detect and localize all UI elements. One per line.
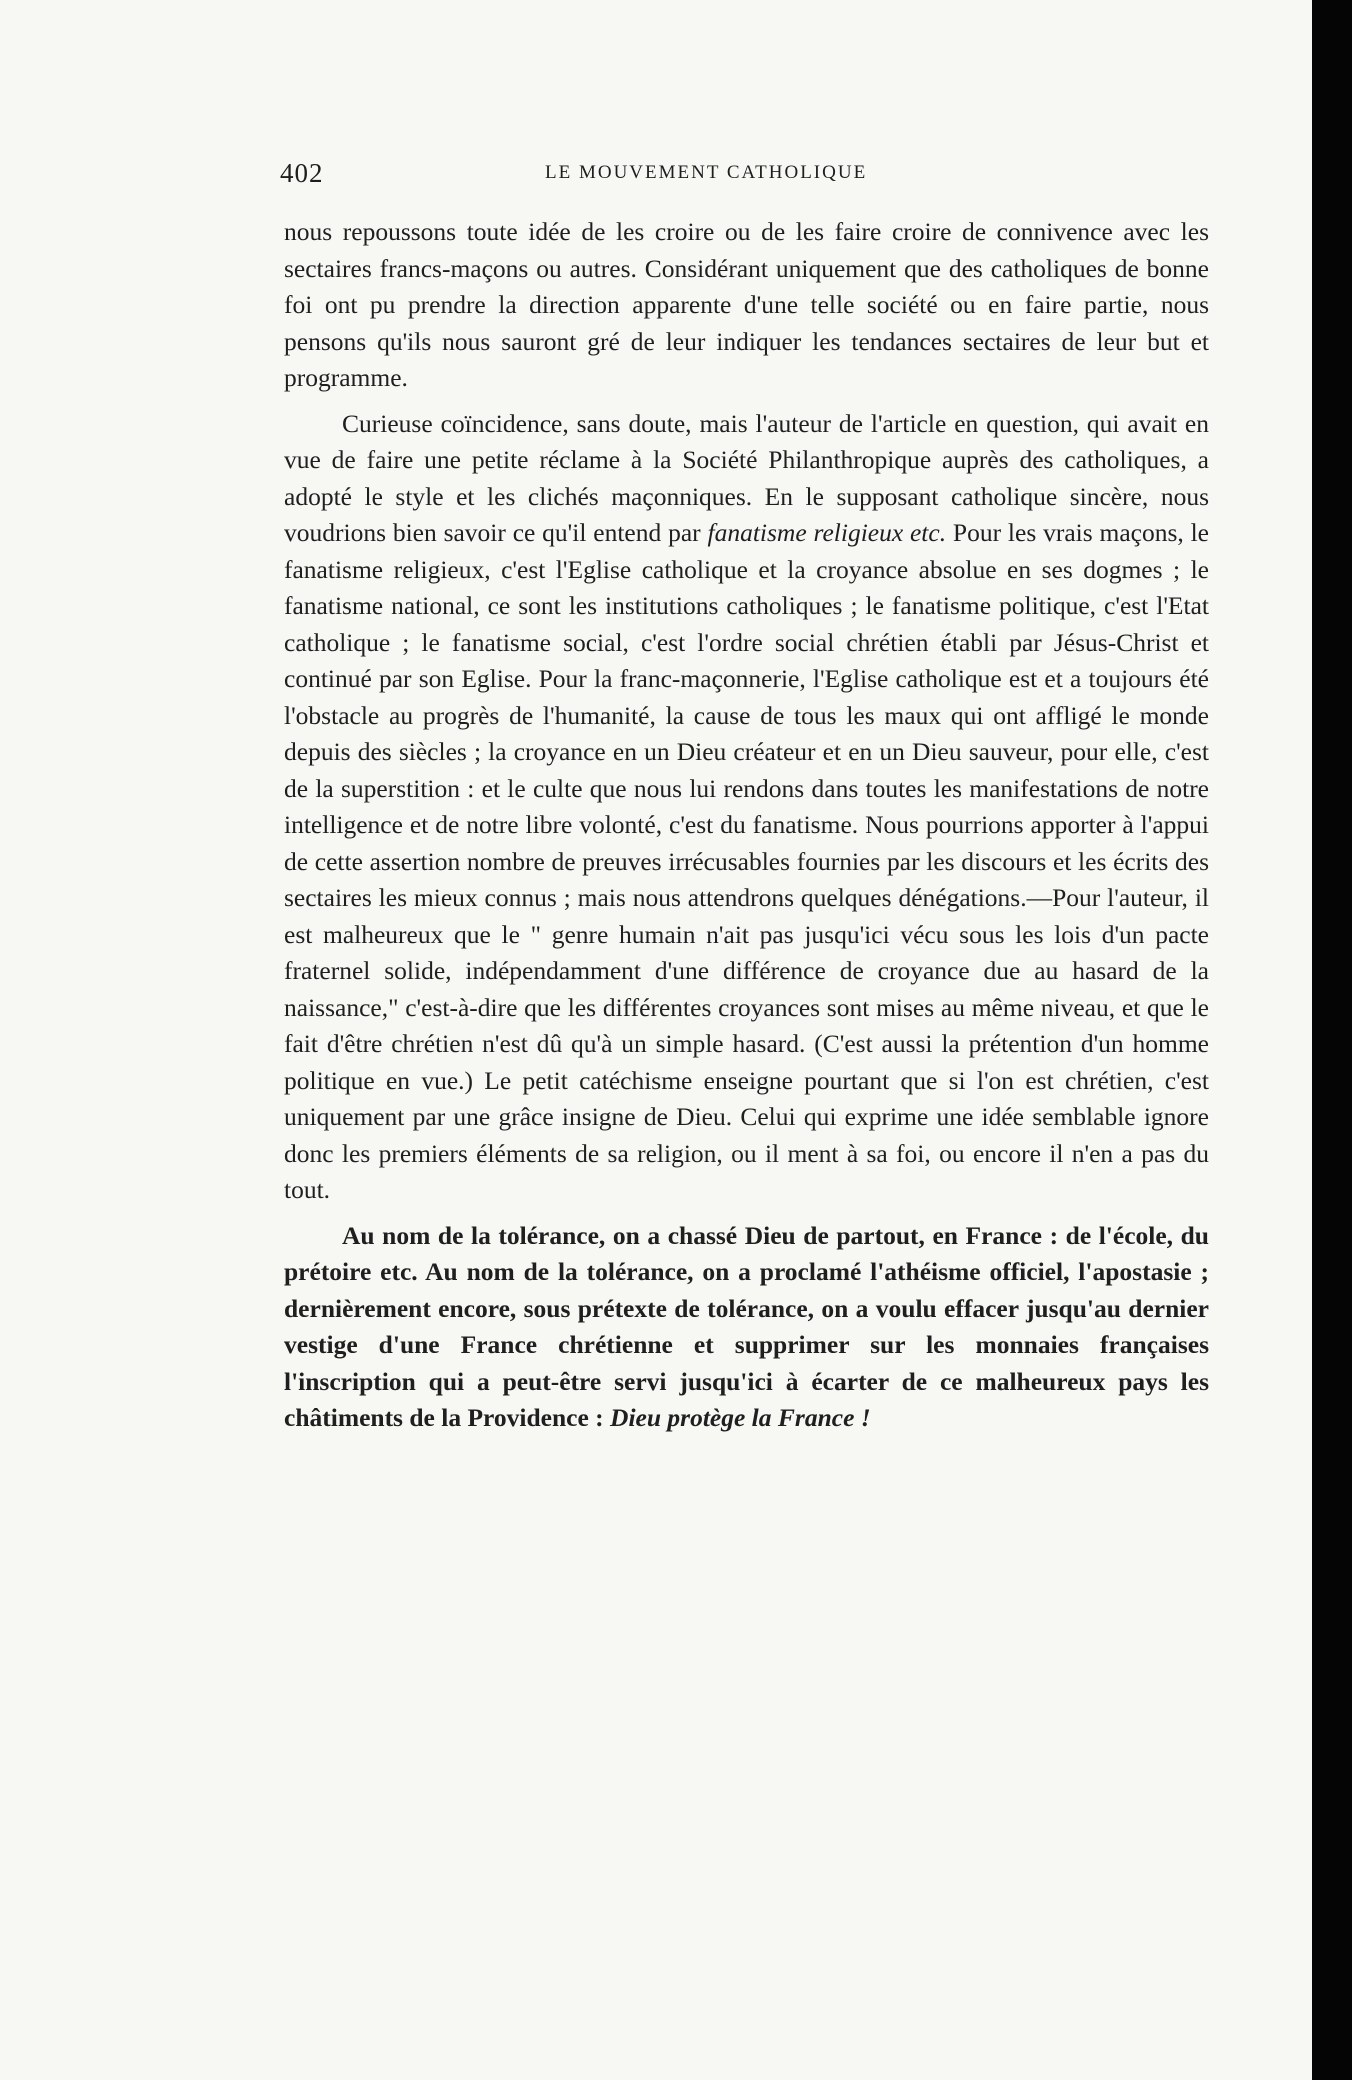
running-title: LE MOUVEMENT CATHOLIQUE: [545, 162, 868, 183]
body-text: [284, 214, 1209, 1446]
italic-phrase: fanatisme religieux etc.: [707, 518, 947, 547]
paragraph-text: Curieuse coïncidence, sans doute, mais l'auteur de l'article en question, qui avait en vue de faire une petite réclame à la Société Philanthropique auprès des catholiques, a adopté le style et les clichés maçonniques. En le supposant catholique sincère, nous voudrions bien savoir ce qu'il entend par: [284, 408, 1209, 547]
page-number: 402: [280, 158, 324, 188]
italic-phrase: Dieu protège la France !: [610, 1403, 871, 1432]
scan-border: [1312, 0, 1352, 2080]
running-header: [280, 158, 1212, 188]
paragraph: [284, 406, 1209, 1209]
paragraph: [284, 214, 1209, 397]
paragraph-text: nous repoussons toute idée de les croire ou de les faire croire de connivence avec les sectaires francs-maçons ou autres. Considérant uniquement que des catholiques de bonne foi ont pu prendre la direction apparente d'une telle société ou en faire partie, nous pensons qu'ils nous sauront gré de leur indiquer les tendances sectaires de leur but et programme.: [284, 217, 1209, 392]
paragraph-text: Au nom de la tolérance, on a chassé Dieu de partout, en France : de l'école, du prétoire etc. Au nom de la tolérance, on a proclamé l'athéisme officiel, l'apostasie ; dernièrement encore, sous prétexte de tolérance, on a voulu effacer jusqu'au dernier vestige d'une France chrétienne et supprimer sur les monnaies françaises l'inscription qui a peut-être servi jusqu'ici à écarter de ce malheureux pays les châtiments de la Providence :: [284, 1220, 1209, 1432]
paragraph: [284, 1218, 1209, 1437]
paragraph-text: Pour les vrais maçons, le fanatisme religieux, c'est l'Eglise catholique et la croyance absolue en ses dogmes ; le fanatisme national, ce sont les institutions catholiques ; le fanatisme politique, c'est l'Etat catholique ; le fanatisme social, c'est l'ordre social chrétien établi par Jésus-Christ et continué par son Eglise. Pour la franc-maçonnerie, l'Eglise catholique est et a toujours été l'obstacle au progrès de l'humanité, la cause de tous les maux qui ont affligé le monde depuis des siècles ; la croyance en un Dieu créateur et en un Dieu sauveur, pour elle, c'est de la superstition : et le culte que nous lui rendons dans toutes les manifestations de notre intelligence et de notre libre volonté, c'est du fanatisme. Nous pourrions apporter à l'appui de cette assertion nombre de preuves irrécusables fournies par les discours et les écrits des sectaires les mieux connus ; mais nous attendrons quelques dénégations.—Pour l'auteur, il est malheureux que le " genre humain n'ait pas jusqu'ici vécu sous les lois d'un pacte fraternel solide, indépendamment d'une différence de croyance due au hasard de la naissance," c'est-à-dire que les différentes croyances sont mises au même niveau, et que le fait d'être chrétien n'est dû qu'à un simple hasard. (C'est aussi la prétention d'un homme politique en vue.) Le petit catéchisme enseigne pourtant que si l'on est chrétien, c'est uniquement par une grâce insigne de Dieu. Celui qui exprime une idée semblable ignore donc les premiers éléments de sa religion, ou il ment à sa foi, ou encore il n'en a pas du tout.: [284, 518, 1209, 1204]
